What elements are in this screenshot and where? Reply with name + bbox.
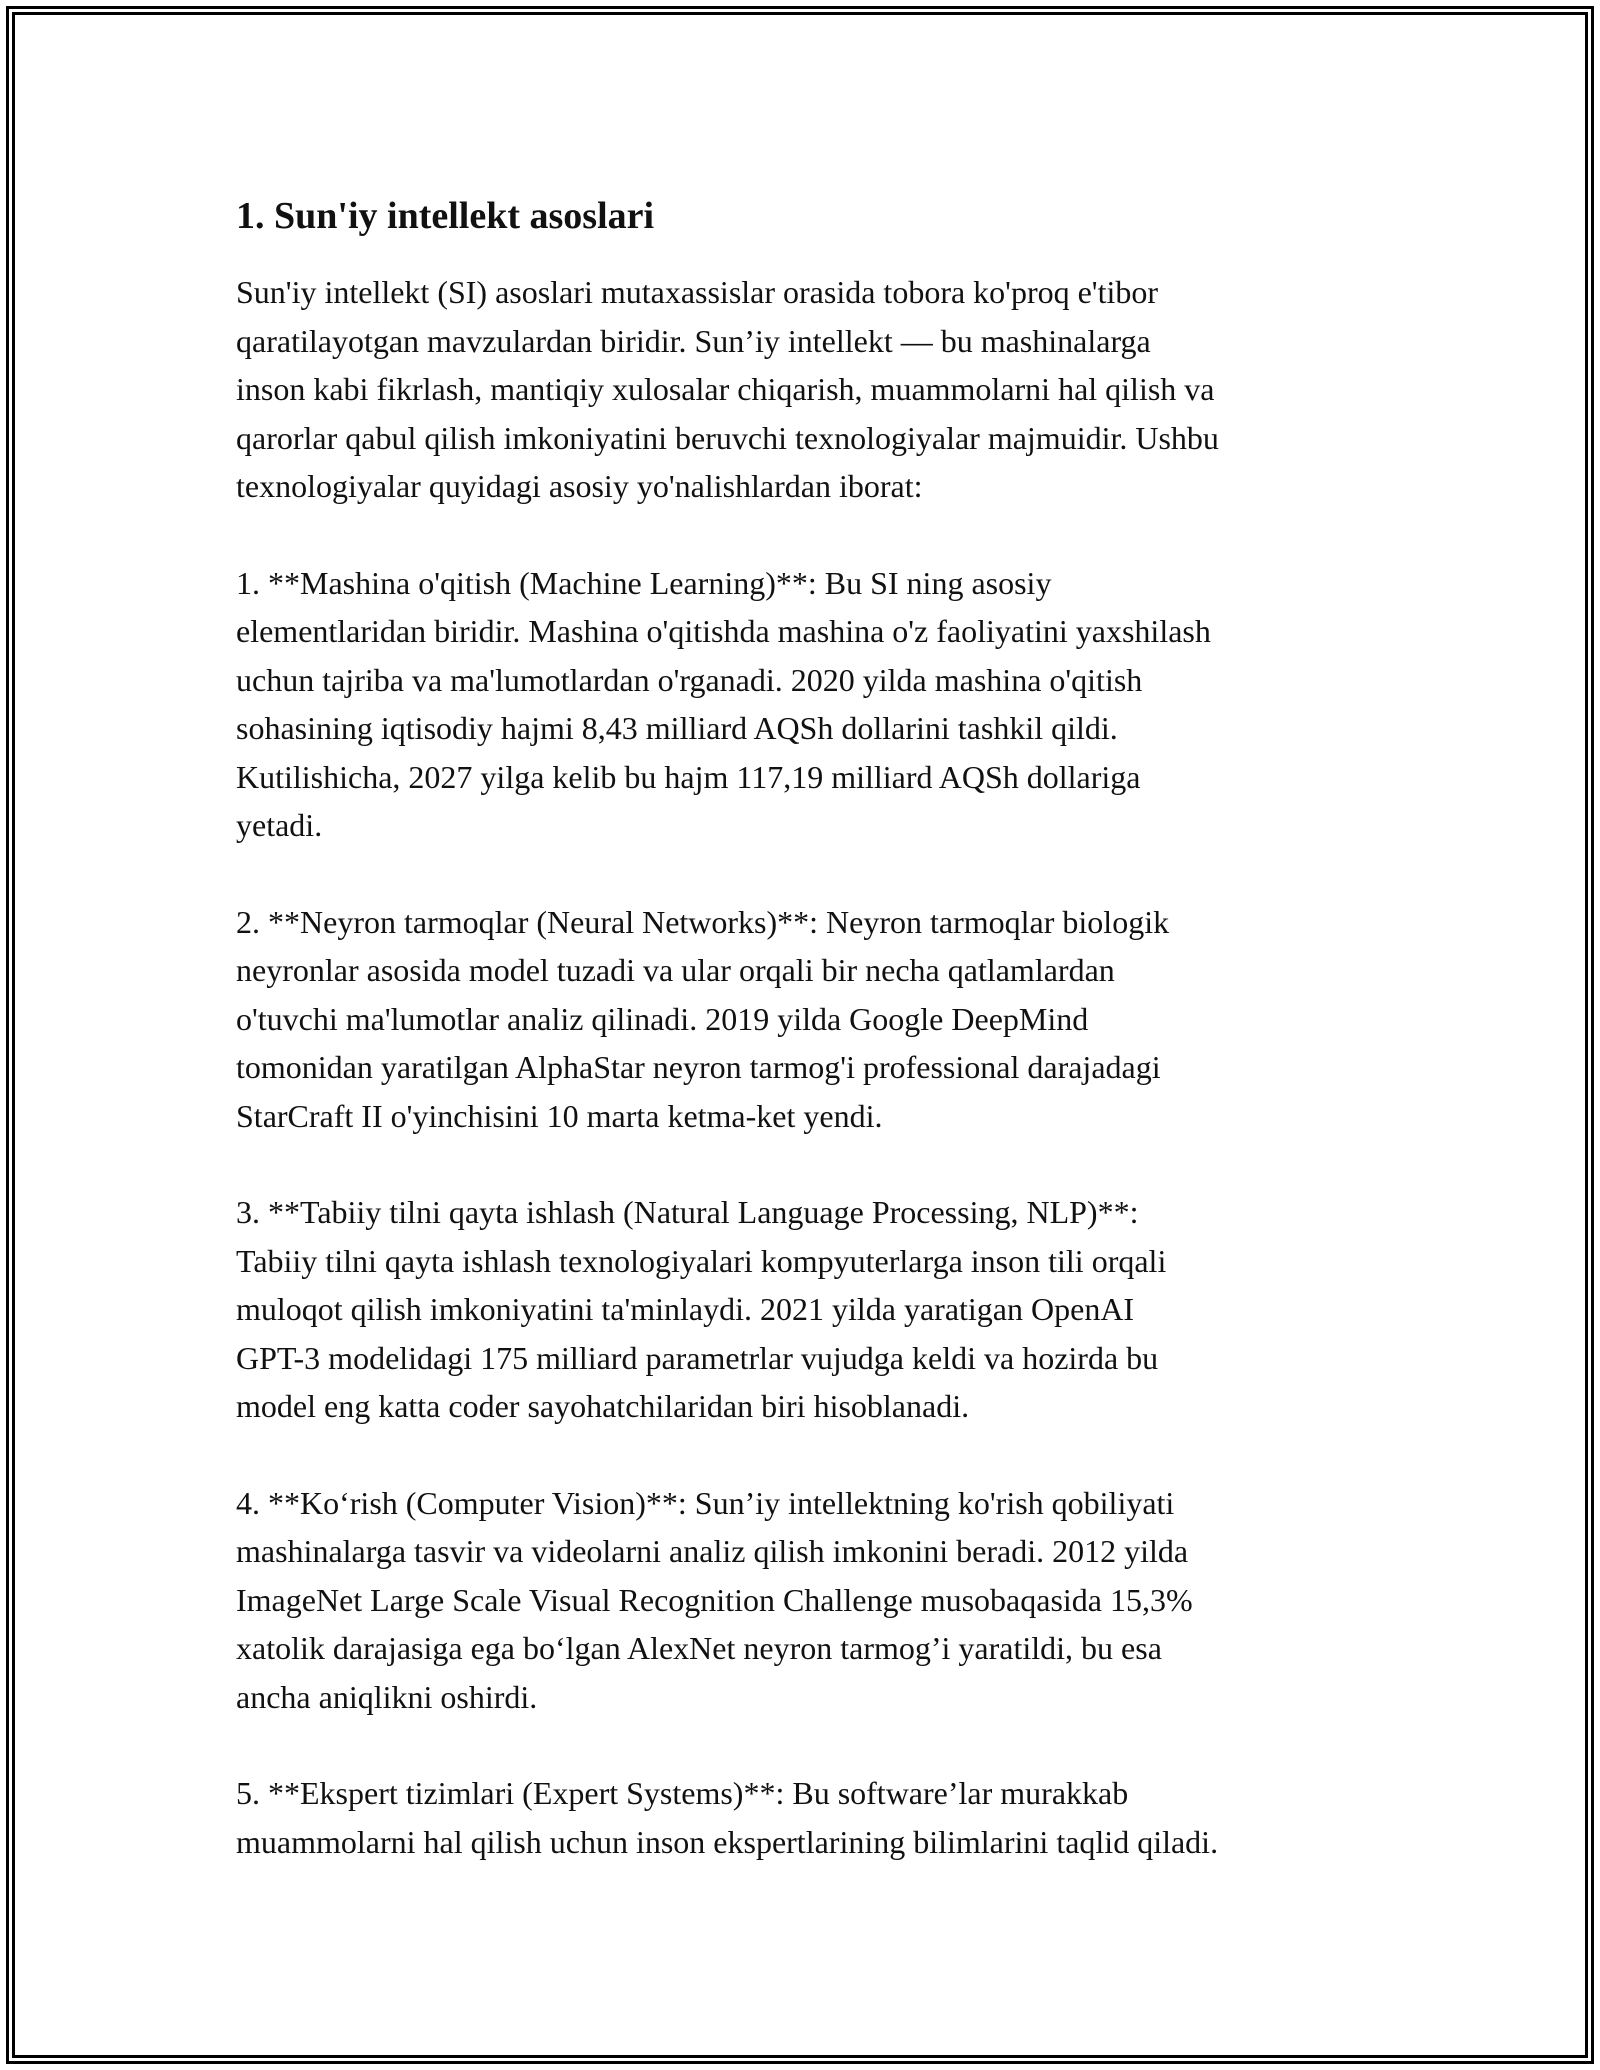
section-expert-systems: 5. **Ekspert tizimlari (Expert Systems)**: Bu software’lar murakkab muammolarni hal qilish uchun inson ekspertlarining bilimlarini taqlid qiladi. [236, 1775, 1219, 1860]
section-machine-learning: 1. **Mashina o'qitish (Machine Learning)**: Bu SI ning asosiy elementlaridan biridir. Mashina o'qitishda mashina o'z faoliyatini yaxshilash uchun tajriba va ma'lumotlardan o'rganadi. 2020 yilda mashina o'qitish sohasining iqtisodiy hajmi 8,43 milliard AQSh dollarini tashkil qildi. Kutilishicha, 2027 yilga kelib bu hajm 117,19 milliard AQSh dollariga yetadi. [236, 564, 1211, 843]
intro-paragraph: Sun'iy intellekt (SI) asoslari mutaxassislar orasida tobora ko'proq e'tibor qaratilayotgan mavzulardan biridir. Sun’iy intellekt — bu mashinalarga inson kabi fikrlash, mantiqiy xulosalar chiqarish, muammolarni hal qilish va qarorlar qabul qilish imkoniyatini beruvchi texnologiyalar majmuidir. Ushbu texnologiyalar quyidagi asosiy yo'nalishlardan iborat: [236, 274, 1219, 504]
section-computer-vision: 4. **Ko‘rish (Computer Vision)**: Sun’iy intellektning ko'rish qobiliyati mashinalarga tasvir va videolarni analiz qilish imkonini beradi. 2012 yilda ImageNet Large Scale Visual Recognition Challenge musobaqasida 15,3% xatolik darajasiga ega bo‘lgan AlexNet neyron tarmog’i yaratildi, bu esa ancha aniqlikni oshirdi. [236, 1484, 1193, 1715]
document-body [236, 188, 1386, 1866]
section-nlp: 3. **Tabiiy tilni qayta ishlash (Natural Language Processing, NLP)**: Tabiiy tilni qayta ishlash texnologiyalari kompyuterlarga inson tili orqali muloqot qilish imkoniyatini ta'minlaydi. 2021 yilda yaratigan OpenAI GPT-3 modelidagi 175 milliard parametrlar vujudga keldi va hozirda bu model eng katta coder sayohatchilaridan biri hisoblanadi. [236, 1194, 1167, 1424]
document-title: 1. Sun'iy intellekt asoslari [236, 195, 655, 237]
section-neural-networks: 2. **Neyron tarmoqlar (Neural Networks)**: Neyron tarmoqlar biologik neyronlar asosida model tuzadi va ular orqali bir necha qatlamlardan o'tuvchi ma'lumotlar analiz qilinadi. 2019 yilda Google DeepMind tomonidan yaratilgan AlphaStar neyron tarmog'i professional darajadagi StarCraft II o'yinchisini 10 marta ketma-ket yendi. [236, 903, 1170, 1134]
